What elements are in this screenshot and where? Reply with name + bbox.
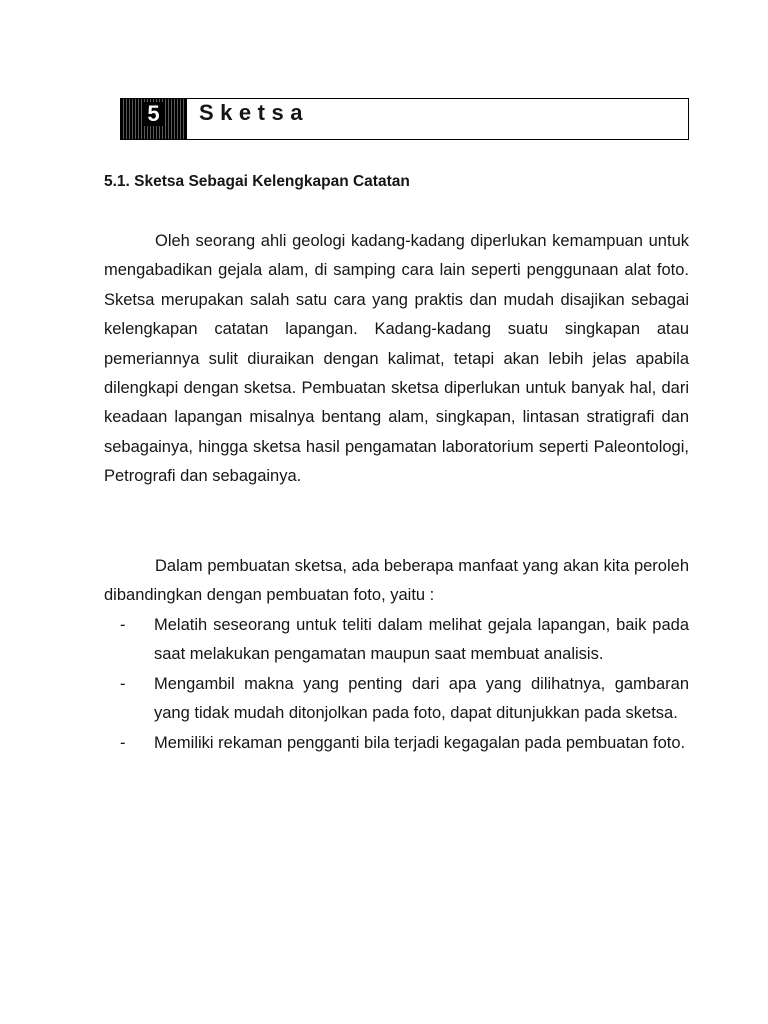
chapter-header <box>120 98 689 140</box>
list-item <box>104 729 689 758</box>
list-item-text: Melatih seseorang untuk teliti dalam melihat gejala lapangan, baik pada saat melakukan pengamatan maupun saat membuat analisis. <box>154 616 689 664</box>
chapter-title: Sketsa <box>199 100 309 125</box>
benefits-list <box>104 611 689 758</box>
paragraph-benefits-intro: Dalam pembuatan sketsa, ada beberapa manfaat yang akan kita peroleh dibandingkan dengan pembuatan foto, yaitu : <box>104 557 689 605</box>
chapter-number-block <box>121 99 187 139</box>
section-heading: 5.1. Sketsa Sebagai Kelengkapan Catatan <box>104 173 410 190</box>
list-bullet: - <box>120 616 126 634</box>
list-bullet: - <box>120 733 126 752</box>
chapter-number: 5 <box>144 102 162 126</box>
paragraph-intro: Oleh seorang ahli geologi kadang-kadang diperlukan kemampuan untuk mengabadikan gejala alam, di samping cara lain seperti penggunaan alat foto. Sketsa merupakan salah satu cara yang praktis dan mudah disajikan sebagai kelengkapan catatan lapangan. Kadang-kadang suatu singkapan atau pemeriannya sulit diuraikan dengan kalimat, tetapi akan lebih jelas apabila dilengkapi dengan sketsa. Pembuatan sketsa diperlukan untuk banyak hal, dari keadaan lapangan misalnya bentang alam, singkapan, lintasan stratigrafi dan sebagainya, hingga sketsa hasil pengamatan laboratorium seperti Paleontologi, Petrografi dan sebagainya. <box>104 232 689 486</box>
list-item-text: Mengambil makna yang penting dari apa yang dilihatnya, gambaran yang tidak mudah ditonjolkan pada foto, dapat ditunjukkan pada sketsa. <box>154 674 689 723</box>
list-bullet: - <box>120 674 126 693</box>
list-item <box>104 611 689 670</box>
list-item <box>104 670 689 729</box>
list-item-text: Memiliki rekaman pengganti bila terjadi kegagalan pada pembuatan foto. <box>154 733 686 752</box>
